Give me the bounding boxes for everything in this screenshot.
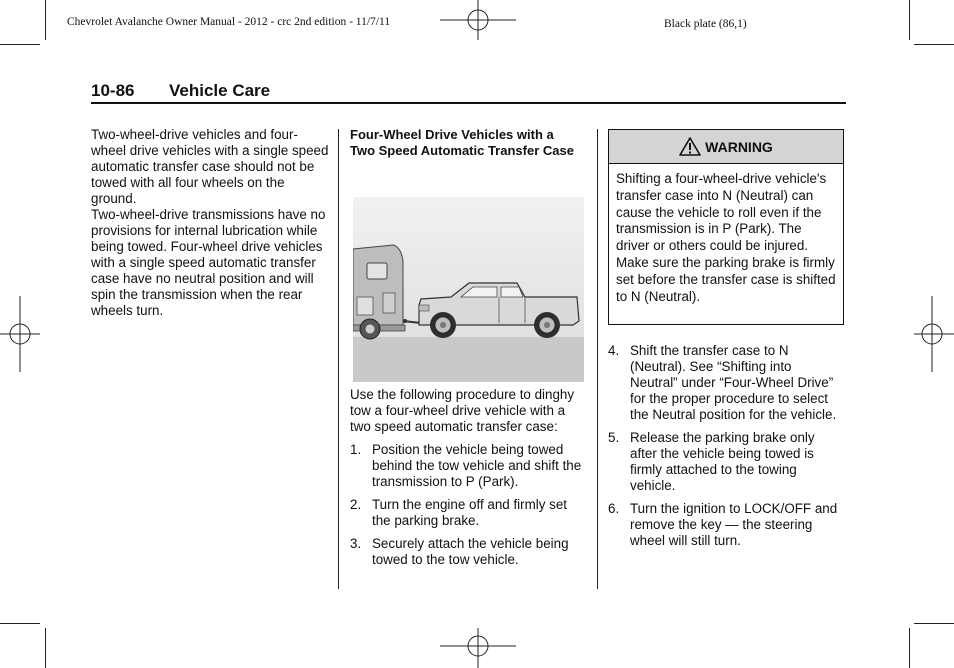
crop-mark — [45, 0, 46, 40]
step-text: Turn the ignition to LOCK/OFF and remove the key — the steering wheel will still turn. — [630, 501, 838, 548]
crop-mark — [914, 44, 954, 45]
registration-mark-left — [0, 296, 40, 372]
warning-text: Shifting a four-wheel-drive vehicle's transfer case into N (Neutral) can cause the vehicle to roll even if the transmission is in P (Park). The driver or others could be injured. Make sure the parking brake is firmly set before the transfer case is shifted to N (Neutral). — [616, 171, 836, 304]
step-text: Position the vehicle being towed behind the tow vehicle and shift the transmission to P (Park). — [372, 442, 582, 489]
page-number: 10-86 — [91, 81, 135, 100]
section-title: Vehicle Care — [169, 81, 271, 100]
list-item — [350, 536, 588, 568]
list-item — [350, 442, 588, 490]
header-rule — [91, 102, 846, 104]
step-text: Release the parking brake only after the vehicle being towed is firmly attached to the towing vehicle. — [630, 430, 815, 493]
column-1 — [91, 127, 329, 319]
list-item — [608, 501, 840, 549]
paragraph: Two-wheel-drive transmissions have no provisions for internal lubrication while being towed. Four-wheel drive vehicles with a single speed automatic transfer case have no neutral position and will spin the transmission when the rear wheels turn. — [91, 207, 326, 318]
step-number: 2. — [350, 497, 362, 512]
step-text: Securely attach the vehicle being towed to the tow vehicle. — [372, 536, 569, 567]
step-text: Turn the engine off and firmly set the parking brake. — [372, 497, 568, 528]
registration-mark-top — [440, 0, 516, 40]
warning-title: WARNING — [705, 138, 773, 155]
step-number: 4. — [608, 343, 620, 358]
column-3-body — [608, 343, 840, 556]
steps-list — [350, 442, 588, 568]
list-item — [608, 430, 840, 494]
column-2-body — [350, 387, 588, 575]
crop-mark — [0, 44, 40, 45]
crop-mark — [45, 628, 46, 668]
column-divider — [338, 129, 339, 589]
subheading: Four-Wheel Drive Vehicles with a Two Speed Automatic Transfer Case — [350, 127, 574, 158]
list-item — [350, 497, 588, 529]
dinghy-tow-illustration — [353, 197, 584, 382]
crop-mark — [0, 623, 40, 624]
step-number: 3. — [350, 536, 362, 551]
list-item — [608, 343, 840, 423]
column-2 — [350, 127, 588, 159]
warning-box — [608, 129, 844, 325]
warning-header — [609, 130, 843, 164]
registration-mark-right — [914, 296, 954, 372]
paragraph: Two-wheel-drive vehicles and four-wheel drive vehicles with a single speed automatic transfer case should not be towed with all four wheels on the ground. — [91, 127, 329, 206]
warning-triangle-icon — [679, 137, 701, 156]
crop-mark — [914, 623, 954, 624]
registration-mark-bottom — [440, 628, 516, 668]
intro-paragraph: Use the following procedure to dinghy tow a four-wheel drive vehicle with a two speed automatic transfer case: — [350, 387, 575, 434]
slug-left: Chevrolet Avalanche Owner Manual - 2012 - crc 2nd edition - 11/7/11 — [67, 16, 391, 28]
step-number: 6. — [608, 501, 620, 516]
step-number: 5. — [608, 430, 620, 445]
crop-mark — [909, 628, 910, 668]
column-divider — [597, 129, 598, 589]
step-number: 1. — [350, 442, 362, 457]
step-text: Shift the transfer case to N (Neutral). See “Shifting into Neutral” under “Four-Wheel Drive” for the proper procedure to select the Neutral position for the vehicle. — [630, 343, 837, 422]
steps-list — [608, 343, 840, 549]
crop-mark — [909, 0, 910, 40]
page-header — [91, 81, 270, 101]
slug-right: Black plate (86,1) — [664, 18, 747, 30]
